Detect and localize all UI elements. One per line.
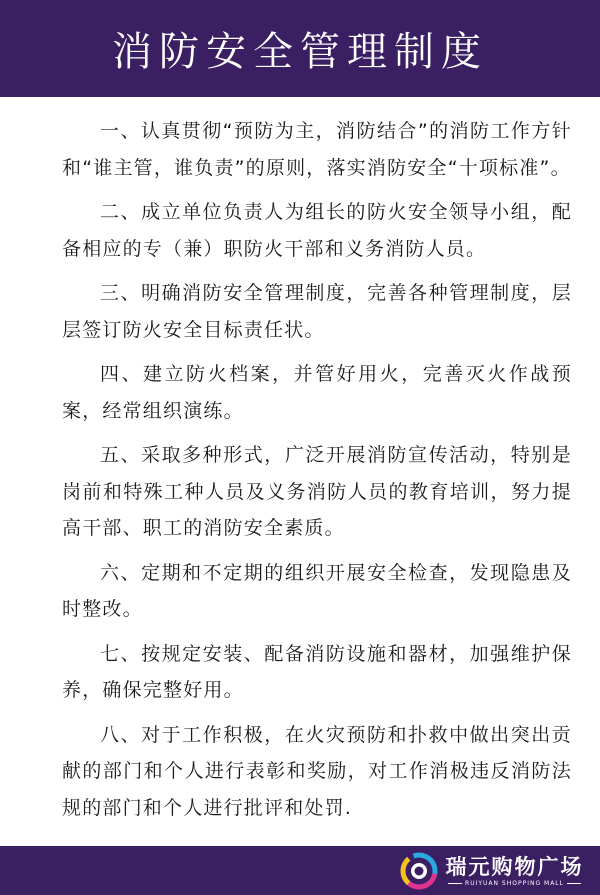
ruiyuan-logo-icon	[399, 851, 439, 891]
regulation-item-2: 二、成立单位负责人为组长的防火安全领导小组，配备相应的专（兼）职防火干部和义务消防人员。	[62, 201, 572, 260]
brand-text	[445, 855, 584, 888]
header-band	[0, 0, 600, 97]
regulation-item-4: 四、建立防火档案，并管好用火，完善灭火作战预案，经常组织演练。	[62, 363, 572, 422]
brand-block	[399, 850, 584, 892]
regulation-item-8: 八、对于工作积极，在火灾预防和扑救中做出突出贡献的部门和个人进行表彰和奖励，对工作消极违反消防法规的部门和个人进行批评和处罚.	[62, 723, 572, 819]
page-title: 消防安全管理制度	[112, 29, 488, 75]
footer-band	[0, 846, 600, 895]
brand-divider-left	[448, 883, 462, 884]
regulations-body	[62, 113, 572, 834]
regulation-item-6: 六、定期和不定期的组织开展安全检查，发现隐患及时整改。	[62, 561, 572, 620]
brand-english-name: RUIYUAN SHOPPING MALL	[465, 879, 564, 887]
regulation-item-5: 五、采取多种形式，广泛开展消防宣传活动，特别是岗前和特殊工种人员及义务消防人员的教育培训，努力提高干部、职工的消防安全素质。	[62, 444, 572, 539]
regulation-item-3: 三、明确消防安全管理制度，完善各种管理制度，层层签订防火安全目标责任状。	[62, 282, 572, 341]
brand-divider-right	[567, 883, 581, 884]
regulation-item-7: 七、按规定安装、配备消防设施和器材，加强维护保养，确保完整好用。	[62, 642, 572, 701]
brand-name: 瑞元购物广场	[445, 854, 584, 879]
regulation-item-1: 一、认真贯彻“预防为主，消防结合”的消防工作方针和“谁主管，谁负责”的原则，落实消防安全“十项标准”。	[62, 120, 572, 179]
brand-en-row	[445, 880, 584, 888]
